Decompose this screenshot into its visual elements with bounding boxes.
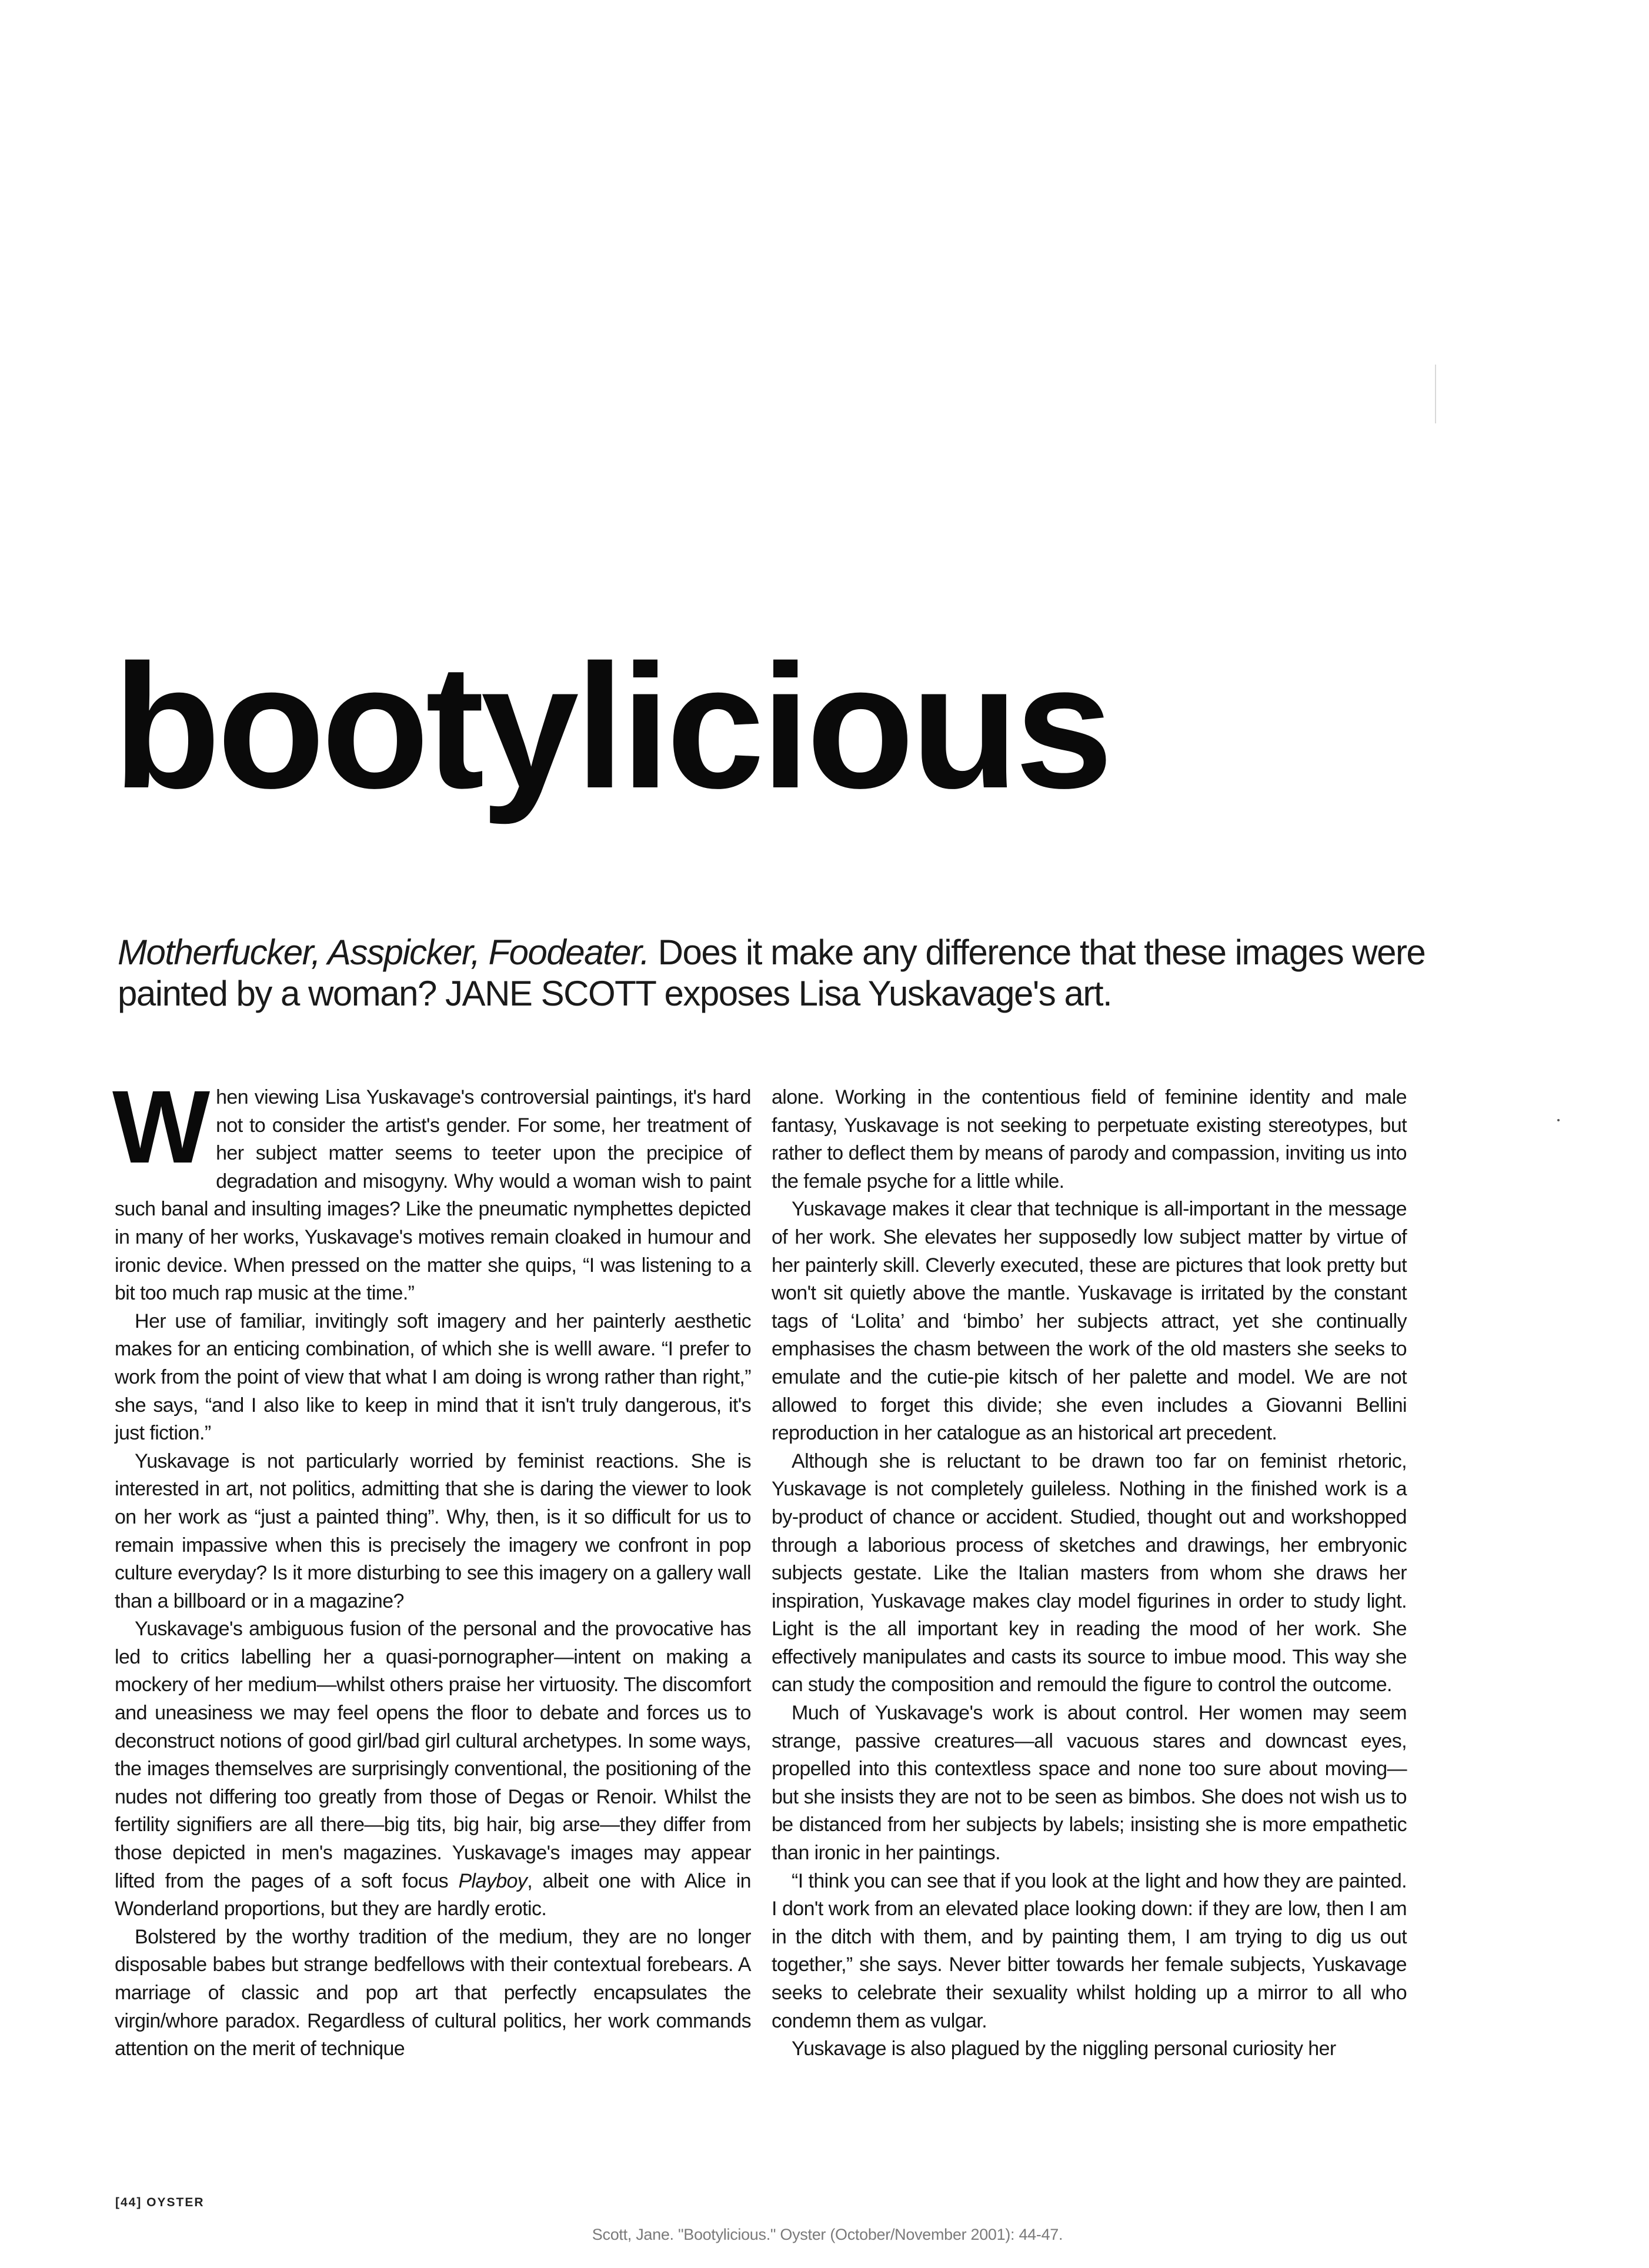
paragraph: Yuskavage makes it clear that technique is all-important in the message of her work. She elevates her supposedly low subject matter by virtue of her painterly skill. Cleverly executed, these are pictures that look pretty but won't sit quietly above the mantle. Yuskavage is irritated by the constant tags of ‘Lolita’ and ‘bimbo’ her subjects attract, yet she continually emphasises the chasm between the work of the old masters she seeks to emulate and the cutie-pie kitsch of her palette and model. We are not allowed to forget this divide; she even includes a Giovanni Bellini reproduction in her catalogue as an historical art precedent. bbox=[772, 1198, 1407, 1445]
magazine-title: Playboy bbox=[458, 1869, 528, 1892]
paragraph: Bolstered by the worthy tradition of the medium, they are no longer disposable babes but strange bedfellows with their contextual forebears. A marriage of classic and pop art that perfectly encapsulates the virgin/whore paradox. Regardless of cultural politics, her work commands attention on the merit of technique bbox=[115, 1925, 751, 2060]
scan-edge-mark bbox=[1435, 365, 1436, 423]
paragraph-text-tail: , albeit one with Alice in Wonderland proportions, but they are hardly erotic. bbox=[115, 1869, 751, 1920]
citation bbox=[0, 2226, 1649, 2244]
paragraph: Although she is reluctant to be drawn too far on feminist rhetoric, Yuskavage is not completely guileless. Nothing in the finished work is a by-product of chance or accident. Studied, thought out and workshopped through a laborious process of sketches and drawings, her embryonic subjects gestate. Like the Italian masters from whom she draws her inspiration, Yuskavage makes clay model figurines in order to study light. Light is the all important key in reading the mood of her work. She effectively manipulates and casts its source to imbue mood. This way she can study the composition and remould the figure to control the outcome. bbox=[772, 1449, 1407, 1696]
deck-painting-titles: Motherfucker, Asspicker, Foodeater. bbox=[118, 933, 649, 972]
scan-speck bbox=[1557, 1119, 1560, 1121]
paragraph: Yuskavage is also plagued by the niggling personal curiosity her bbox=[792, 2037, 1336, 2060]
drop-cap: W bbox=[112, 1070, 208, 1185]
paragraph-text: Yuskavage's ambiguous fusion of the personal and the provocative has led to critics labelling her a quasi-pornographer—intent on making a mockery of her medium—whilst others praise her virtuosity. The discomfort and uneasiness we may feel opens the floor to debate and forces us to deconstruct notions of good girl/bad girl cultural archetypes. In some ways, the images themselves are surprisingly conventional, the positioning of the nudes not differing too greatly from those of Degas or Renoir. Whilst the fertility signifiers are all there—big tits, big hair, big arse—they differ from those depicted in men's magazines. Yuskavage's images may appear lifted from the pages of a soft focus bbox=[115, 1618, 751, 1892]
page-folio: [44] OYSTER bbox=[115, 2196, 205, 2209]
paragraph bbox=[115, 1615, 751, 1923]
paragraph bbox=[112, 1070, 751, 1308]
body-column-right bbox=[772, 1084, 1407, 2063]
paragraph: Her use of familiar, invitingly soft imagery and her painterly aesthetic makes for an enticing combination, of which she is welll aware. “I prefer to work from the point of view that what I am doing is wrong rather than right,” she says, “and I also like to keep in mind that it isn't truly dangerous, it's just fiction.” bbox=[115, 1310, 751, 1445]
article-deck bbox=[118, 932, 1470, 1014]
citation-text: Scott, Jane. "Bootylicious." Oyster (October/November 2001): 44-47. bbox=[592, 2226, 1063, 2243]
article-title: bootylicious bbox=[113, 627, 1110, 825]
body-column-left bbox=[112, 1070, 751, 2063]
paragraph-text: hen viewing Lisa Yuskavage's controversial paintings, it's hard not to consider the artist's gender. For some, her treatment of her subject matter seems to teeter upon the precipice of degradation and misogyny. Why would a woman wish to paint such banal and insulting images? Like the pneumatic nymphettes depicted in many of her works, Yuskavage's motives remain cloaked in humour and ironic device. When pressed on the matter she quips, “I was listening to a bit too much rap music at the time.” bbox=[115, 1086, 751, 1305]
paragraph: “I think you can see that if you look at the light and how they are painted. I don't work from an elevated place looking down: if they are low, then I am in the ditch with them, and by painting them, I am trying to dig us out together,” she says. Never bitter towards her female subjects, Yuskavage seeks to celebrate their sexuality whilst holding up a mirror to all who condemn them as vulgar. bbox=[772, 1869, 1407, 2032]
paragraph: Yuskavage is not particularly worried by feminist reactions. She is interested in art, not politics, admitting that she is daring the viewer to look on her work as “just a painted thing”. Why, then, is it so difficult for us to remain impassive when this is precisely the imagery we confront in pop culture everyday? Is it more disturbing to see this imagery on a gallery wall than a billboard or in a magazine? bbox=[115, 1449, 751, 1612]
paragraph: alone. Working in the contentious field of feminine identity and male fantasy, Yuskavage is not seeking to perpetuate existing stereotypes, but rather to deflect them by means of parody and compassion, inviting us into the female psyche for a little while. bbox=[772, 1086, 1407, 1193]
deck-text: Does it make any difference that these images were painted by a woman? JANE SCOTT exposes Lisa Yuskavage's art. bbox=[118, 933, 1426, 1013]
paragraph: Much of Yuskavage's work is about control. Her women may seem strange, passive creatures—all vacuous stares and downcast eyes, propelled into this contextless space and none too sure about moving—but she insists they are not to be seen as bimbos. She does not wish us to be distanced from her subjects by labels; insisting she is more empathetic than ironic in her paintings. bbox=[772, 1702, 1407, 1865]
